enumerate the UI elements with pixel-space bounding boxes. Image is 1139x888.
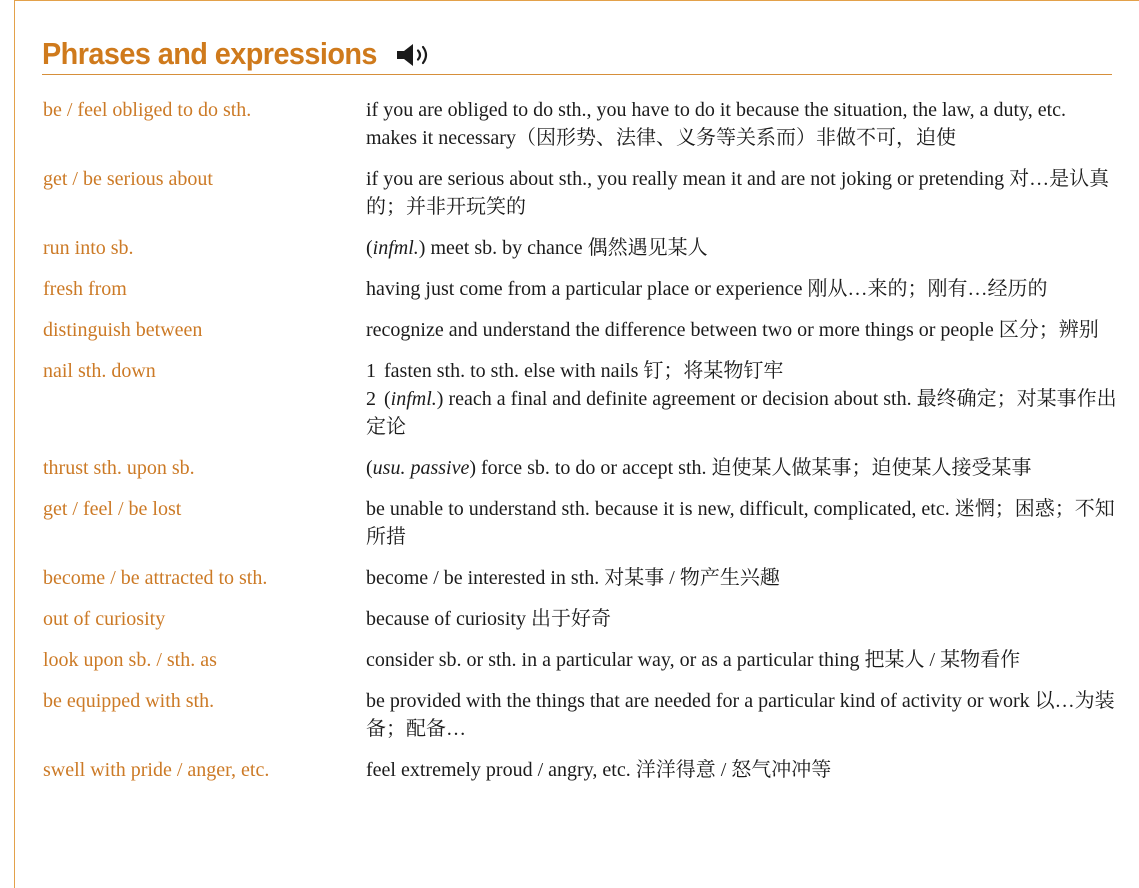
phrase-term: thrust sth. upon sb. [43, 457, 195, 479]
sense-number: 1 [366, 360, 376, 382]
phrase-term: fresh from [43, 278, 127, 300]
phrase-definition: (usu. passive) force sb. to do or accept sth. 迫使某人做某事；迫使某人接受某事 [366, 457, 1032, 479]
phrase-definition [366, 495, 1118, 551]
definition-text: because of curiosity 出于好奇 [366, 608, 611, 630]
speaker-icon[interactable] [394, 42, 438, 68]
phrase-definition [366, 687, 1118, 743]
usage-label: infml. [372, 237, 419, 259]
phrase-row [43, 357, 1118, 441]
phrase-term: nail sth. down [43, 360, 156, 382]
section-header [42, 34, 1112, 75]
phrase-row [43, 165, 1118, 221]
phrase-term: look upon sb. / sth. as [43, 649, 217, 671]
phrase-list [43, 96, 1118, 797]
phrase-row [43, 687, 1118, 743]
definition-text: meet sb. by chance 偶然遇见某人 [430, 237, 708, 259]
definition-text: feel extremely proud / angry, etc. 洋洋得意 / 怒气冲冲等 [366, 759, 832, 781]
phrase-definition [366, 275, 1118, 303]
definition-text: consider sb. or sth. in a particular way, or as a particular thing 把某人 / 某物看作 [366, 649, 1021, 671]
section-title: Phrases and expressions [42, 36, 377, 71]
phrase-definition [366, 316, 1118, 344]
definition-text: reach a final and definite agreement or decision about sth. 最终确定；对某事作出定论 [366, 388, 1117, 438]
definition-text: if you are obliged to do sth., you have to do it because the situation, the law, a duty, etc. makes it necessary（因形势、法律、义务等关系而）非做不可，迫使 [366, 99, 1067, 149]
phrase-definition [366, 96, 1118, 152]
phrase-term: swell with pride / anger, etc. [43, 759, 270, 781]
sense-number: 2 [366, 388, 376, 410]
usage-label: infml. [390, 388, 437, 410]
phrase-definition [366, 357, 1118, 441]
phrase-definition [366, 605, 1118, 633]
definition-sense [366, 357, 1118, 385]
phrase-row [43, 495, 1118, 551]
phrase-row [43, 605, 1118, 633]
definition-text: force sb. to do or accept sth. 迫使某人做某事；迫使某人接受某事 [481, 457, 1032, 479]
definition-text: recognize and understand the difference between two or more things or people 区分；辨别 [366, 319, 1099, 341]
frame-top-rule [14, 0, 1139, 1]
phrase-row [43, 234, 1118, 262]
phrase-term: be equipped with sth. [43, 690, 215, 712]
phrase-row [43, 646, 1118, 674]
phrase-row [43, 275, 1118, 303]
phrase-definition [366, 165, 1118, 221]
phrase-row [43, 756, 1118, 784]
phrase-term: out of curiosity [43, 608, 166, 630]
definition-sense: 2 (infml.) reach a final and definite agreement or decision about sth. 最终确定；对某事作出定论 [366, 388, 1117, 438]
definition-text: fasten sth. to sth. else with nails 钉；将某物钉牢 [384, 360, 784, 382]
phrase-definition [366, 756, 1118, 784]
definition-text: be provided with the things that are needed for a particular kind of activity or work 以…为装备；配备… [366, 690, 1115, 740]
phrase-row [43, 564, 1118, 592]
phrase-row [43, 316, 1118, 344]
phrase-term: get / feel / be lost [43, 498, 182, 520]
phrase-term: be / feel obliged to do sth. [43, 99, 252, 121]
phrase-term: get / be serious about [43, 168, 213, 190]
frame-left-rule [14, 0, 15, 888]
phrase-term: distinguish between [43, 319, 203, 341]
phrase-definition [366, 564, 1118, 592]
phrase-term: run into sb. [43, 237, 134, 259]
usage-label: usu. passive [372, 457, 470, 479]
definition-text: be unable to understand sth. because it is new, difficult, complicated, etc. 迷惘；困惑；不知所措 [366, 498, 1115, 548]
phrase-row [43, 96, 1118, 152]
phrase-row [43, 454, 1118, 482]
definition-text: become / be interested in sth. 对某事 / 物产生兴趣 [366, 567, 780, 589]
definition-text: if you are serious about sth., you really mean it and are not joking or pretending 对…是认真的；并非开玩笑的 [366, 168, 1110, 218]
phrase-definition [366, 646, 1118, 674]
phrase-definition: (infml.) meet sb. by chance 偶然遇见某人 [366, 237, 708, 259]
definition-text: having just come from a particular place or experience 刚从…来的；刚有…经历的 [366, 278, 1048, 300]
phrase-term: become / be attracted to sth. [43, 567, 268, 589]
